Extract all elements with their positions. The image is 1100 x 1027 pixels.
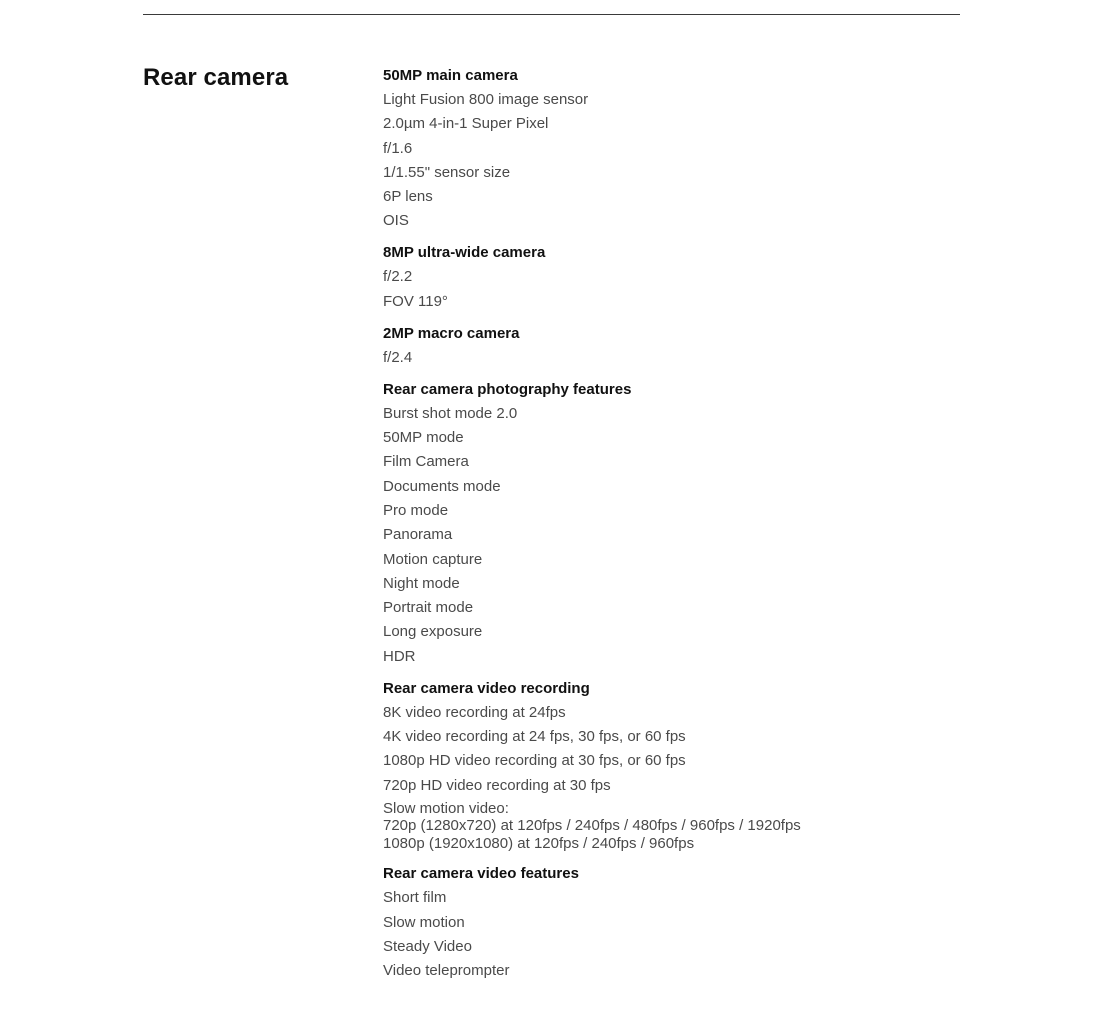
- spec-item-slow-motion: [383, 800, 943, 853]
- spec-item: 4K video recording at 24 fps, 30 fps, or 60 fps: [383, 728, 686, 746]
- spec-item: Steady Video: [383, 938, 472, 956]
- spec-group-macro-camera: [383, 324, 943, 368]
- spec-group-video-recording: [383, 679, 943, 853]
- spec-item: FOV 119°: [383, 292, 448, 310]
- spec-item: HDR: [383, 647, 416, 665]
- spec-item: Burst shot mode 2.0: [383, 404, 518, 422]
- spec-item: 8K video recording at 24fps: [383, 703, 566, 721]
- spec-item: Night mode: [383, 574, 460, 592]
- spec-item: Motion capture: [383, 550, 483, 568]
- spec-item: Documents mode: [383, 477, 501, 495]
- spec-group-title: 50MP main camera: [383, 67, 518, 84]
- spec-item-line: 1080p (1920x1080) at 120fps / 240fps / 960fps: [383, 834, 695, 852]
- spec-group-video-features: [383, 864, 943, 981]
- spec-item: Panorama: [383, 526, 453, 544]
- spec-group-title: 8MP ultra-wide camera: [383, 244, 546, 262]
- spec-item: 1/1.55" sensor size: [383, 163, 511, 181]
- spec-group-title: 2MP macro camera: [383, 324, 520, 342]
- spec-group-title: Rear camera video features: [383, 865, 579, 883]
- spec-item: Video teleprompter: [383, 962, 510, 980]
- spec-item: 720p HD video recording at 30 fps: [383, 776, 611, 794]
- spec-item: f/2.4: [383, 348, 413, 366]
- spec-item-line: 720p (1280x720) at 120fps / 240fps / 480fps / 960fps / 1920fps: [383, 817, 801, 835]
- spec-group-ultra-wide-camera: [383, 243, 943, 311]
- spec-item: 1080p HD video recording at 30 fps, or 60 fps: [383, 752, 686, 770]
- spec-item: 50MP mode: [383, 429, 464, 447]
- section-title: Rear camera: [143, 64, 289, 91]
- spec-item: Light Fusion 800 image sensor: [383, 91, 589, 108]
- spec-group-photography-features: [383, 380, 943, 667]
- spec-item: 2.0µm 4-in-1 Super Pixel: [383, 115, 549, 133]
- spec-item-line: Slow motion video:: [383, 799, 509, 817]
- spec-item: 6P lens: [383, 188, 433, 206]
- section-divider: [143, 14, 960, 15]
- spec-item: Slow motion: [383, 913, 465, 931]
- spec-group-main-camera: [383, 66, 943, 231]
- spec-item: Long exposure: [383, 623, 483, 641]
- spec-item: Film Camera: [383, 453, 469, 471]
- spec-item: Pro mode: [383, 501, 449, 519]
- spec-item: Short film: [383, 889, 447, 907]
- spec-item: OIS: [383, 212, 409, 230]
- spec-group-title: Rear camera photography features: [383, 380, 632, 398]
- spec-item: Portrait mode: [383, 599, 474, 617]
- spec-item: f/2.2: [383, 268, 413, 286]
- spec-item: f/1.6: [383, 139, 413, 157]
- spec-list: [383, 66, 943, 993]
- spec-group-title: Rear camera video recording: [383, 679, 590, 697]
